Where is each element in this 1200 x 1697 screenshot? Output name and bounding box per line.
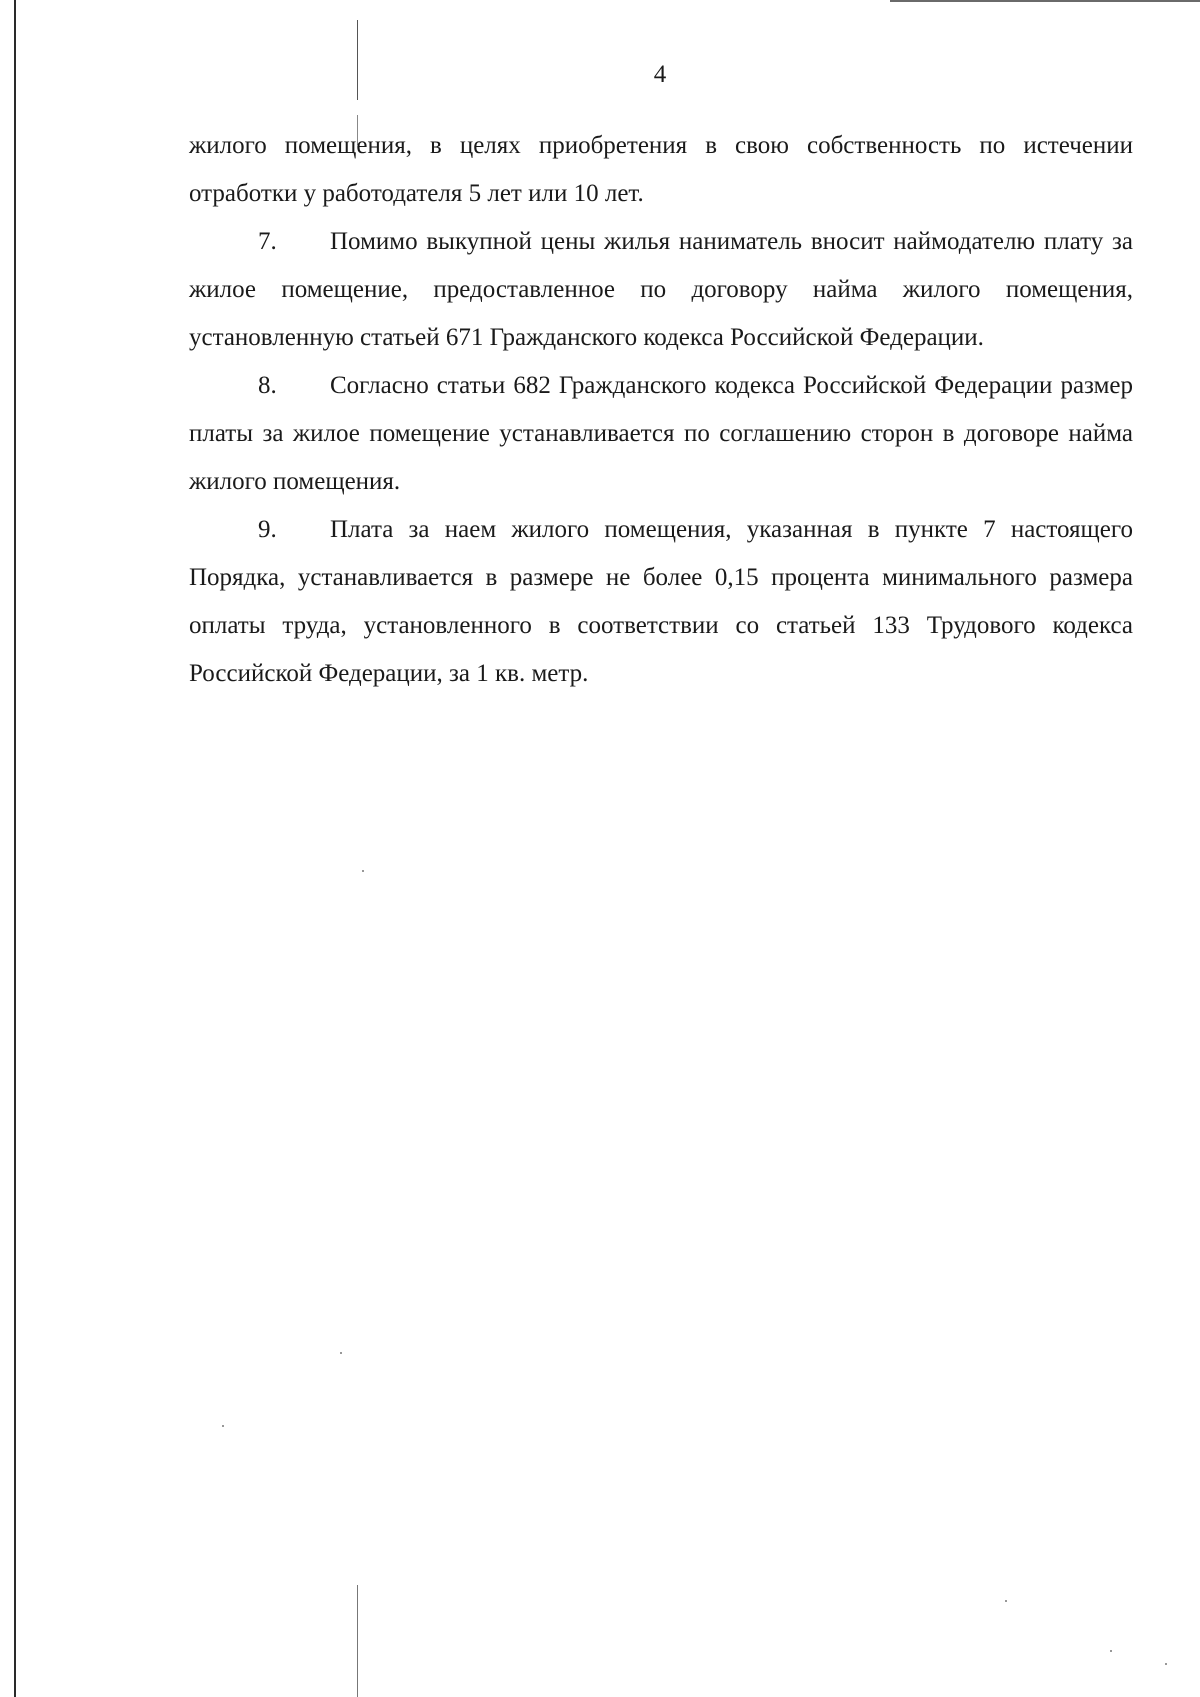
scan-speck [362,870,364,872]
scan-fold-line [357,1585,358,1697]
clause-text: Согласно статьи 682 Гражданского кодекса Российской Федерации размер платы за жилое помещение устанавливается по соглашению сторон в договоре найма жилого помещения. [189,372,1133,495]
clause-9 [189,506,1133,698]
intro-paragraph: жилого помещения, в целях приобретения в свою собственность по истечении отработки у работодателя 5 лет или 10 лет. [189,132,1133,207]
page-number: 4 [653,61,667,88]
clause-7 [189,218,1133,362]
scan-speck [340,1352,342,1354]
clause-number: 7. [258,228,277,255]
clause-text: Плата за наем жилого помещения, указанная в пункте 7 настоящего Порядка, устанавливается в размере не более 0,15 процента минимального размера оплаты труда, установленного в соответствии со статьей 133 Трудового кодекса Российской Федерации, за 1 кв. метр. [189,516,1133,687]
clause-8 [189,362,1133,506]
scan-left-edge [14,0,16,1697]
scan-speck [1005,1600,1007,1602]
scan-speck [222,1425,224,1427]
scan-speck [1165,1663,1167,1665]
scan-speck [1110,1650,1112,1652]
clause-number: 8. [258,372,277,399]
document-body [189,122,1133,698]
scan-top-edge [890,0,1200,2]
clause-number: 9. [258,516,277,543]
clause-text: Помимо выкупной цены жилья наниматель вносит наймодателю плату за жилое помещение, предоставленное по договору найма жилого помещения, установленную статьей 671 Гражданского кодекса Российской Федерации. [189,228,1133,351]
